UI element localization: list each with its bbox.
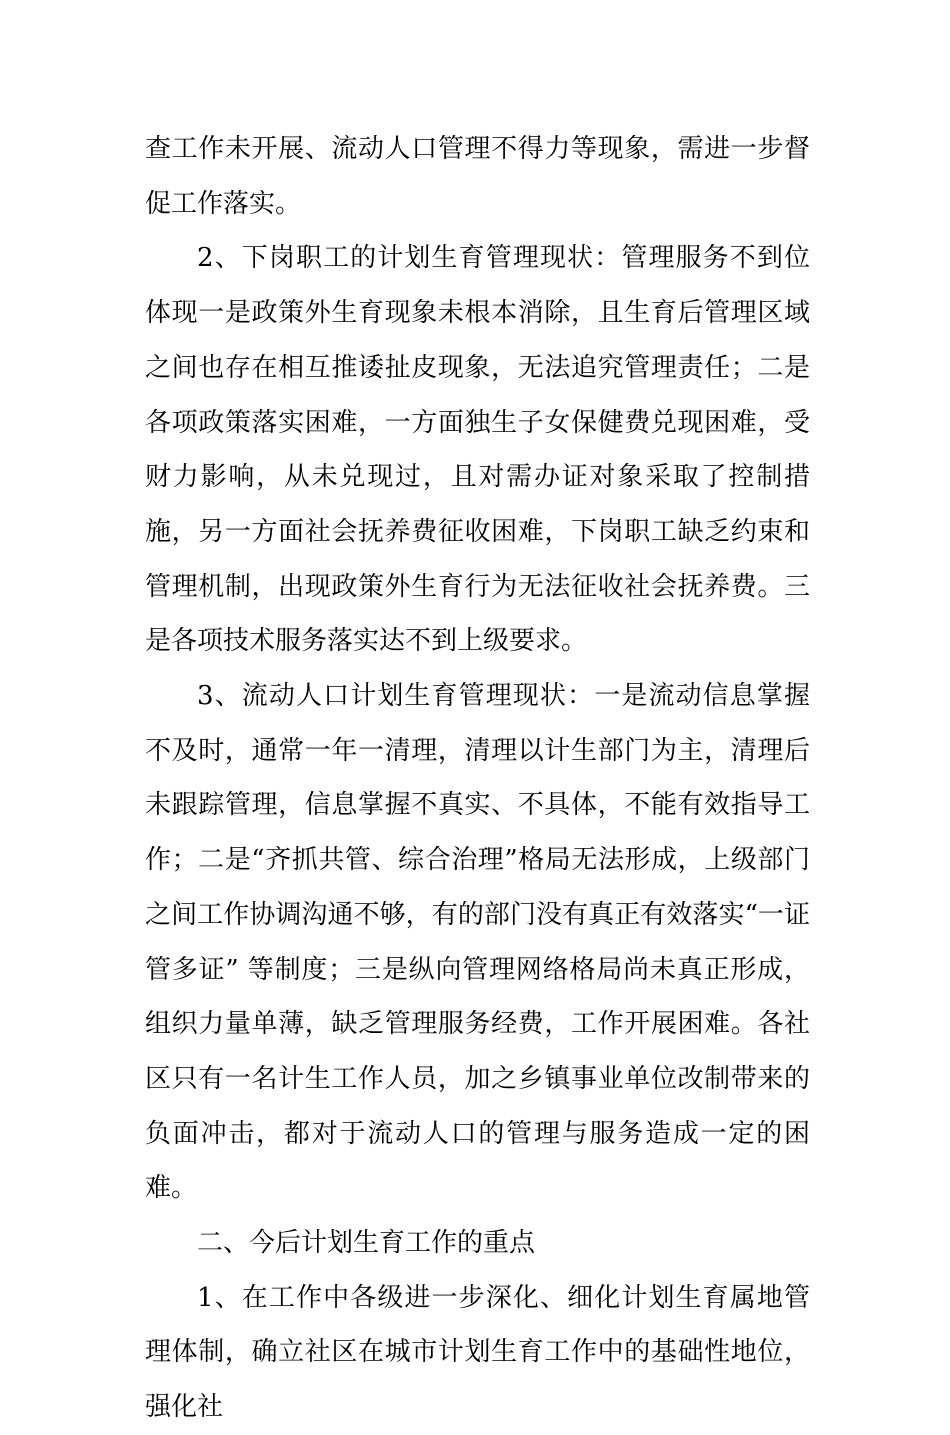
document-page <box>145 122 810 1435</box>
section-heading-key-points: 二、今后计划生育工作的重点 <box>197 1228 536 1259</box>
paragraph-continuation: 查工作未开展、流动人口管理不得力等现象，需进一步督促工作落实。 <box>145 134 810 219</box>
paragraph-key-point-1: 1、在工作中各级进一步深化、细化计划生育属地管理体制，确立社区在城市计划生育工作中的基础性地位，强化社 <box>145 1282 810 1423</box>
paragraph-floating-population: 3、流动人口计划生育管理现状：一是流动信息掌握不及时，通常一年一清理，清理以计生部门为主，清理后未跟踪管理，信息掌握不真实、不具体，不能有效指导工作；二是“齐抓共管、综合治理”格局无法形成，上级部门之间工作协调沟通不够，有的部门没有真正有效落实“一证管多证” 等制度；三是纵向管理网络格局尚未真正形成，组织力量单薄，缺乏管理服务经费，工作开展困难。各社区只有一名计生工作人员，加之乡镇事业单位改制带来的负面冲击，都对于流动人口的管理与服务造成一定的困难。 <box>145 681 810 1204</box>
paragraph-laid-off-workers: 2、下岗职工的计划生育管理现状：管理服务不到位体现一是政策外生育现象未根本消除，且生育后管理区域之间也存在相互推诿扯皮现象，无法追究管理责任；二是各项政策落实困难，一方面独生子女保健费兑现困难，受财力影响，从未兑现过，且对需办证对象采取了控制措施，另一方面社会抚养费征收困难，下岗职工缺乏约束和管理机制，出现政策外生育行为无法征收社会抚养费。三是各项技术服务落实达不到上级要求。 <box>145 243 810 657</box>
